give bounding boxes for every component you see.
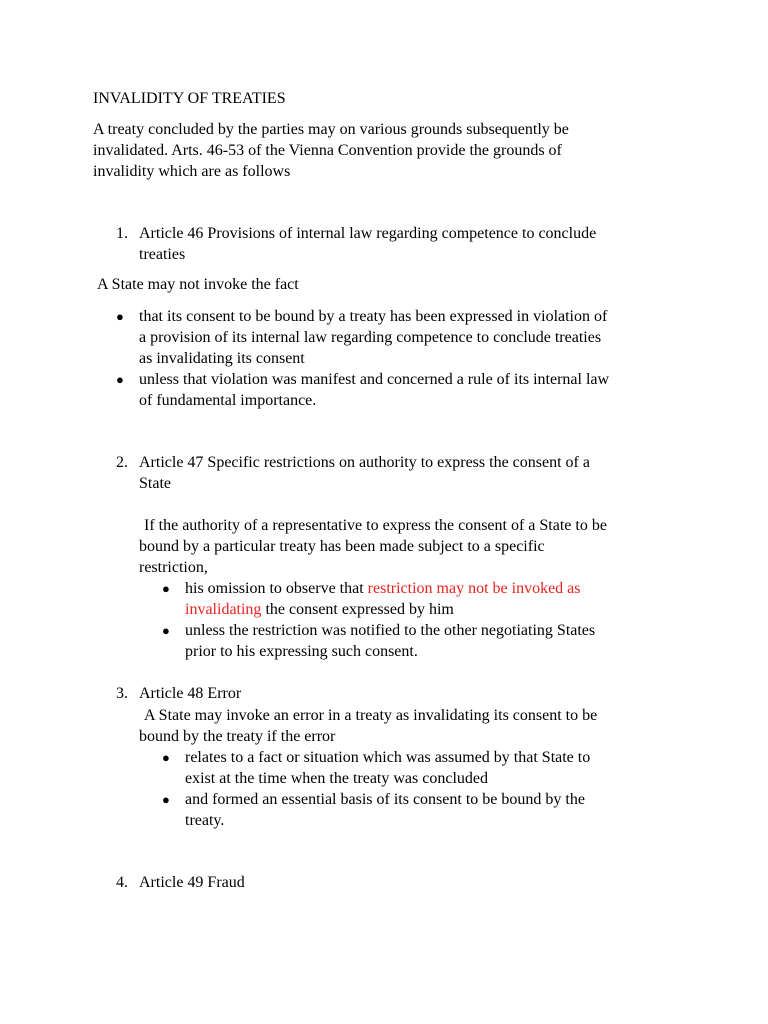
bullet-text-plain: the consent expressed by him bbox=[261, 601, 454, 618]
article-heading: Article 49 Fraud bbox=[139, 874, 245, 891]
bullet-text: relates to a fact or situation which was assumed by that State to bbox=[185, 749, 591, 766]
list-number: 4. bbox=[116, 874, 128, 891]
intro-line: A treaty concluded by the parties may on various grounds subsequently be bbox=[93, 121, 569, 138]
bullet-text: exist at the time when the treaty was concluded bbox=[185, 770, 489, 787]
bullet-icon: ● bbox=[162, 750, 170, 765]
bullet-text-plain: his omission to observe that bbox=[185, 580, 368, 597]
article-lead: If the authority of a representative to express the consent of a State to be bbox=[144, 517, 607, 534]
article-lead: A State may not invoke the fact bbox=[97, 276, 299, 293]
article-heading: Article 46 Provisions of internal law regarding competence to conclude bbox=[139, 225, 597, 242]
list-number: 2. bbox=[116, 454, 128, 471]
bullet-icon: ● bbox=[162, 623, 170, 638]
list-number: 1. bbox=[116, 225, 128, 242]
intro-line: invalidated. Arts. 46-53 of the Vienna Convention provide the grounds of bbox=[93, 142, 562, 159]
article-heading: State bbox=[139, 475, 171, 492]
article-lead: bound by the treaty if the error bbox=[139, 728, 336, 745]
highlighted-text: invalidating bbox=[185, 601, 262, 618]
article-lead: bound by a particular treaty has been made subject to a specific bbox=[139, 538, 545, 555]
bullet-icon: ● bbox=[116, 372, 124, 387]
bullet-text: as invalidating its consent bbox=[139, 350, 305, 367]
bullet-icon: ● bbox=[162, 792, 170, 807]
article-lead: A State may invoke an error in a treaty as invalidating its consent to be bbox=[144, 707, 598, 724]
article-heading: Article 47 Specific restrictions on authority to express the consent of a bbox=[139, 454, 590, 471]
intro-line: invalidity which are as follows bbox=[93, 163, 291, 180]
bullet-text bbox=[185, 578, 581, 599]
bullet-text: of fundamental importance. bbox=[139, 392, 317, 409]
article-heading: Article 48 Error bbox=[139, 685, 242, 702]
bullet-text: that its consent to be bound by a treaty has been expressed in violation of bbox=[139, 308, 608, 325]
bullet-text: prior to his expressing such consent. bbox=[185, 643, 418, 660]
bullet-text: and formed an essential basis of its consent to be bound by the bbox=[185, 791, 585, 808]
bullet-icon: ● bbox=[116, 309, 124, 324]
article-lead: restriction, bbox=[139, 559, 208, 576]
bullet-text: unless that violation was manifest and concerned a rule of its internal law bbox=[139, 371, 610, 388]
bullet-text: a provision of its internal law regarding competence to conclude treaties bbox=[139, 329, 602, 346]
bullet-text: unless the restriction was notified to the other negotiating States bbox=[185, 622, 596, 639]
bullet-text bbox=[185, 599, 454, 620]
document-title: INVALIDITY OF TREATIES bbox=[93, 90, 286, 107]
list-number: 3. bbox=[116, 685, 128, 702]
article-heading: treaties bbox=[139, 246, 186, 263]
highlighted-text: restriction may not be invoked as bbox=[367, 580, 581, 597]
bullet-icon: ● bbox=[162, 581, 170, 596]
bullet-text: treaty. bbox=[185, 812, 225, 829]
